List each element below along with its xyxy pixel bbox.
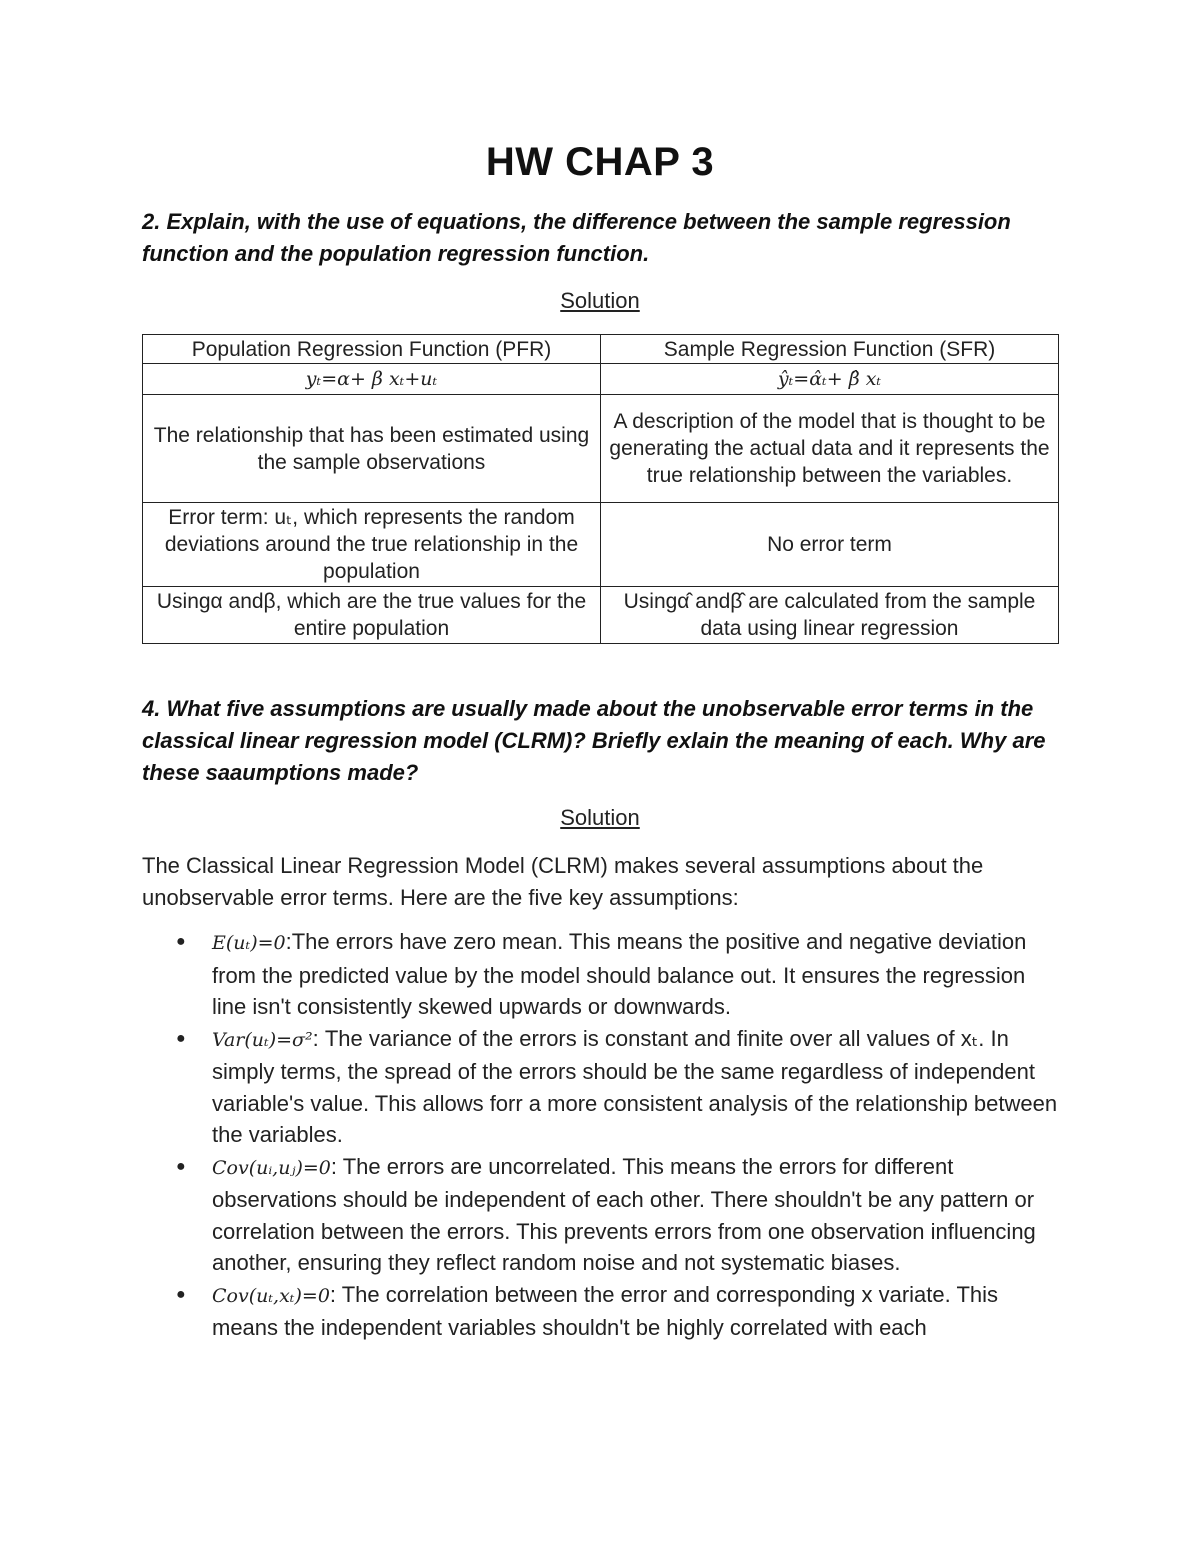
sfr-equation: ŷₜ=α̂ₜ+ β̂ xₜ (601, 364, 1059, 395)
pfr-equation: yₜ=α+ β xₜ+uₜ (143, 364, 601, 395)
bullet-icon: ● (176, 1029, 186, 1047)
bullet-icon: ● (176, 1285, 186, 1303)
solution-label-q4: Solution (560, 805, 640, 830)
sfr-error-term: No error term (601, 503, 1059, 587)
assumption-text: : The errors are uncorrelated. This means the errors for different observations should be independent of each other. There shouldn't be any pattern or correlation between the errors. This prevents errors from one observation influencing another, ensuring they reflect random noise and not systematic biases. (212, 1153, 1036, 1275)
solution-label-q2: Solution (560, 288, 640, 313)
pfr-description: The relationship that has been estimated using the sample observations (143, 395, 601, 503)
assumption-formula: Var(uₜ)=σ² (212, 1028, 313, 1051)
question-2: 2. Explain, with the use of equations, the difference between the sample regression function and the population regression function. (142, 209, 1011, 266)
header-sfr: Sample Regression Function (SFR) (601, 335, 1059, 364)
question-4: 4. What five assumptions are usually made about the unobservable error terms in the classical linear regression model (CLRM)? Briefly exlain the meaning of each. Why are these saaumptions made? (142, 696, 1046, 785)
assumption-formula: Cov(uₜ,xₜ)=0 (212, 1284, 330, 1307)
assumption-list (142, 926, 1062, 1344)
list-item (142, 1279, 1062, 1344)
assumption-text: :The errors have zero mean. This means the positive and negative deviation from the predicted value by the model should balance out. It ensures the regression line isn't consistently skewed upwards or downwards. (212, 929, 1027, 1019)
equation-row (143, 364, 1059, 395)
sfr-description: A description of the model that is thought to be generating the actual data and it represents the true relationship between the variables. (601, 395, 1059, 503)
regression-comparison-table (142, 334, 1059, 644)
pfr-error-term: Error term: uₜ, which represents the random deviations around the true relationship in the population (143, 503, 601, 587)
page-title: HW CHAP 3 (485, 140, 715, 184)
list-item (142, 1023, 1062, 1151)
assumption-text: : The variance of the errors is constant and finite over all values of xₜ. In simply terms, the spread of the errors should be the same regardless of independent variable's value. This allows forr a more consistent analysis of the relationship between the variables. (212, 1025, 1058, 1147)
clrm-intro: The Classical Linear Regression Model (CLRM) makes several assumptions about the unobservable error terms. Here are the five key assumptions: (142, 853, 984, 910)
list-item (142, 1151, 1062, 1279)
header-pfr: Population Regression Function (PFR) (143, 335, 601, 364)
bullet-icon: ● (176, 933, 186, 950)
sfr-parameters: Usingα̂ andβ̂ are calculated from the sample data using linear regression (601, 587, 1059, 644)
pfr-parameters: Usingα andβ, which are the true values for the entire population (143, 587, 601, 644)
assumption-formula: E(uₜ)=0 (212, 932, 286, 954)
assumption-formula: Cov(uᵢ,uⱼ)=0 (212, 1156, 331, 1179)
list-item (142, 926, 1062, 1023)
parameter-row (143, 587, 1059, 644)
assumption-text: : The correlation between the error and corresponding x variate. This means the independent variables shouldn't be highly correlated with each (212, 1281, 999, 1340)
bullet-icon: ● (176, 1157, 186, 1175)
table-header-row (143, 335, 1059, 364)
description-row (143, 395, 1059, 503)
error-term-row (143, 503, 1059, 587)
